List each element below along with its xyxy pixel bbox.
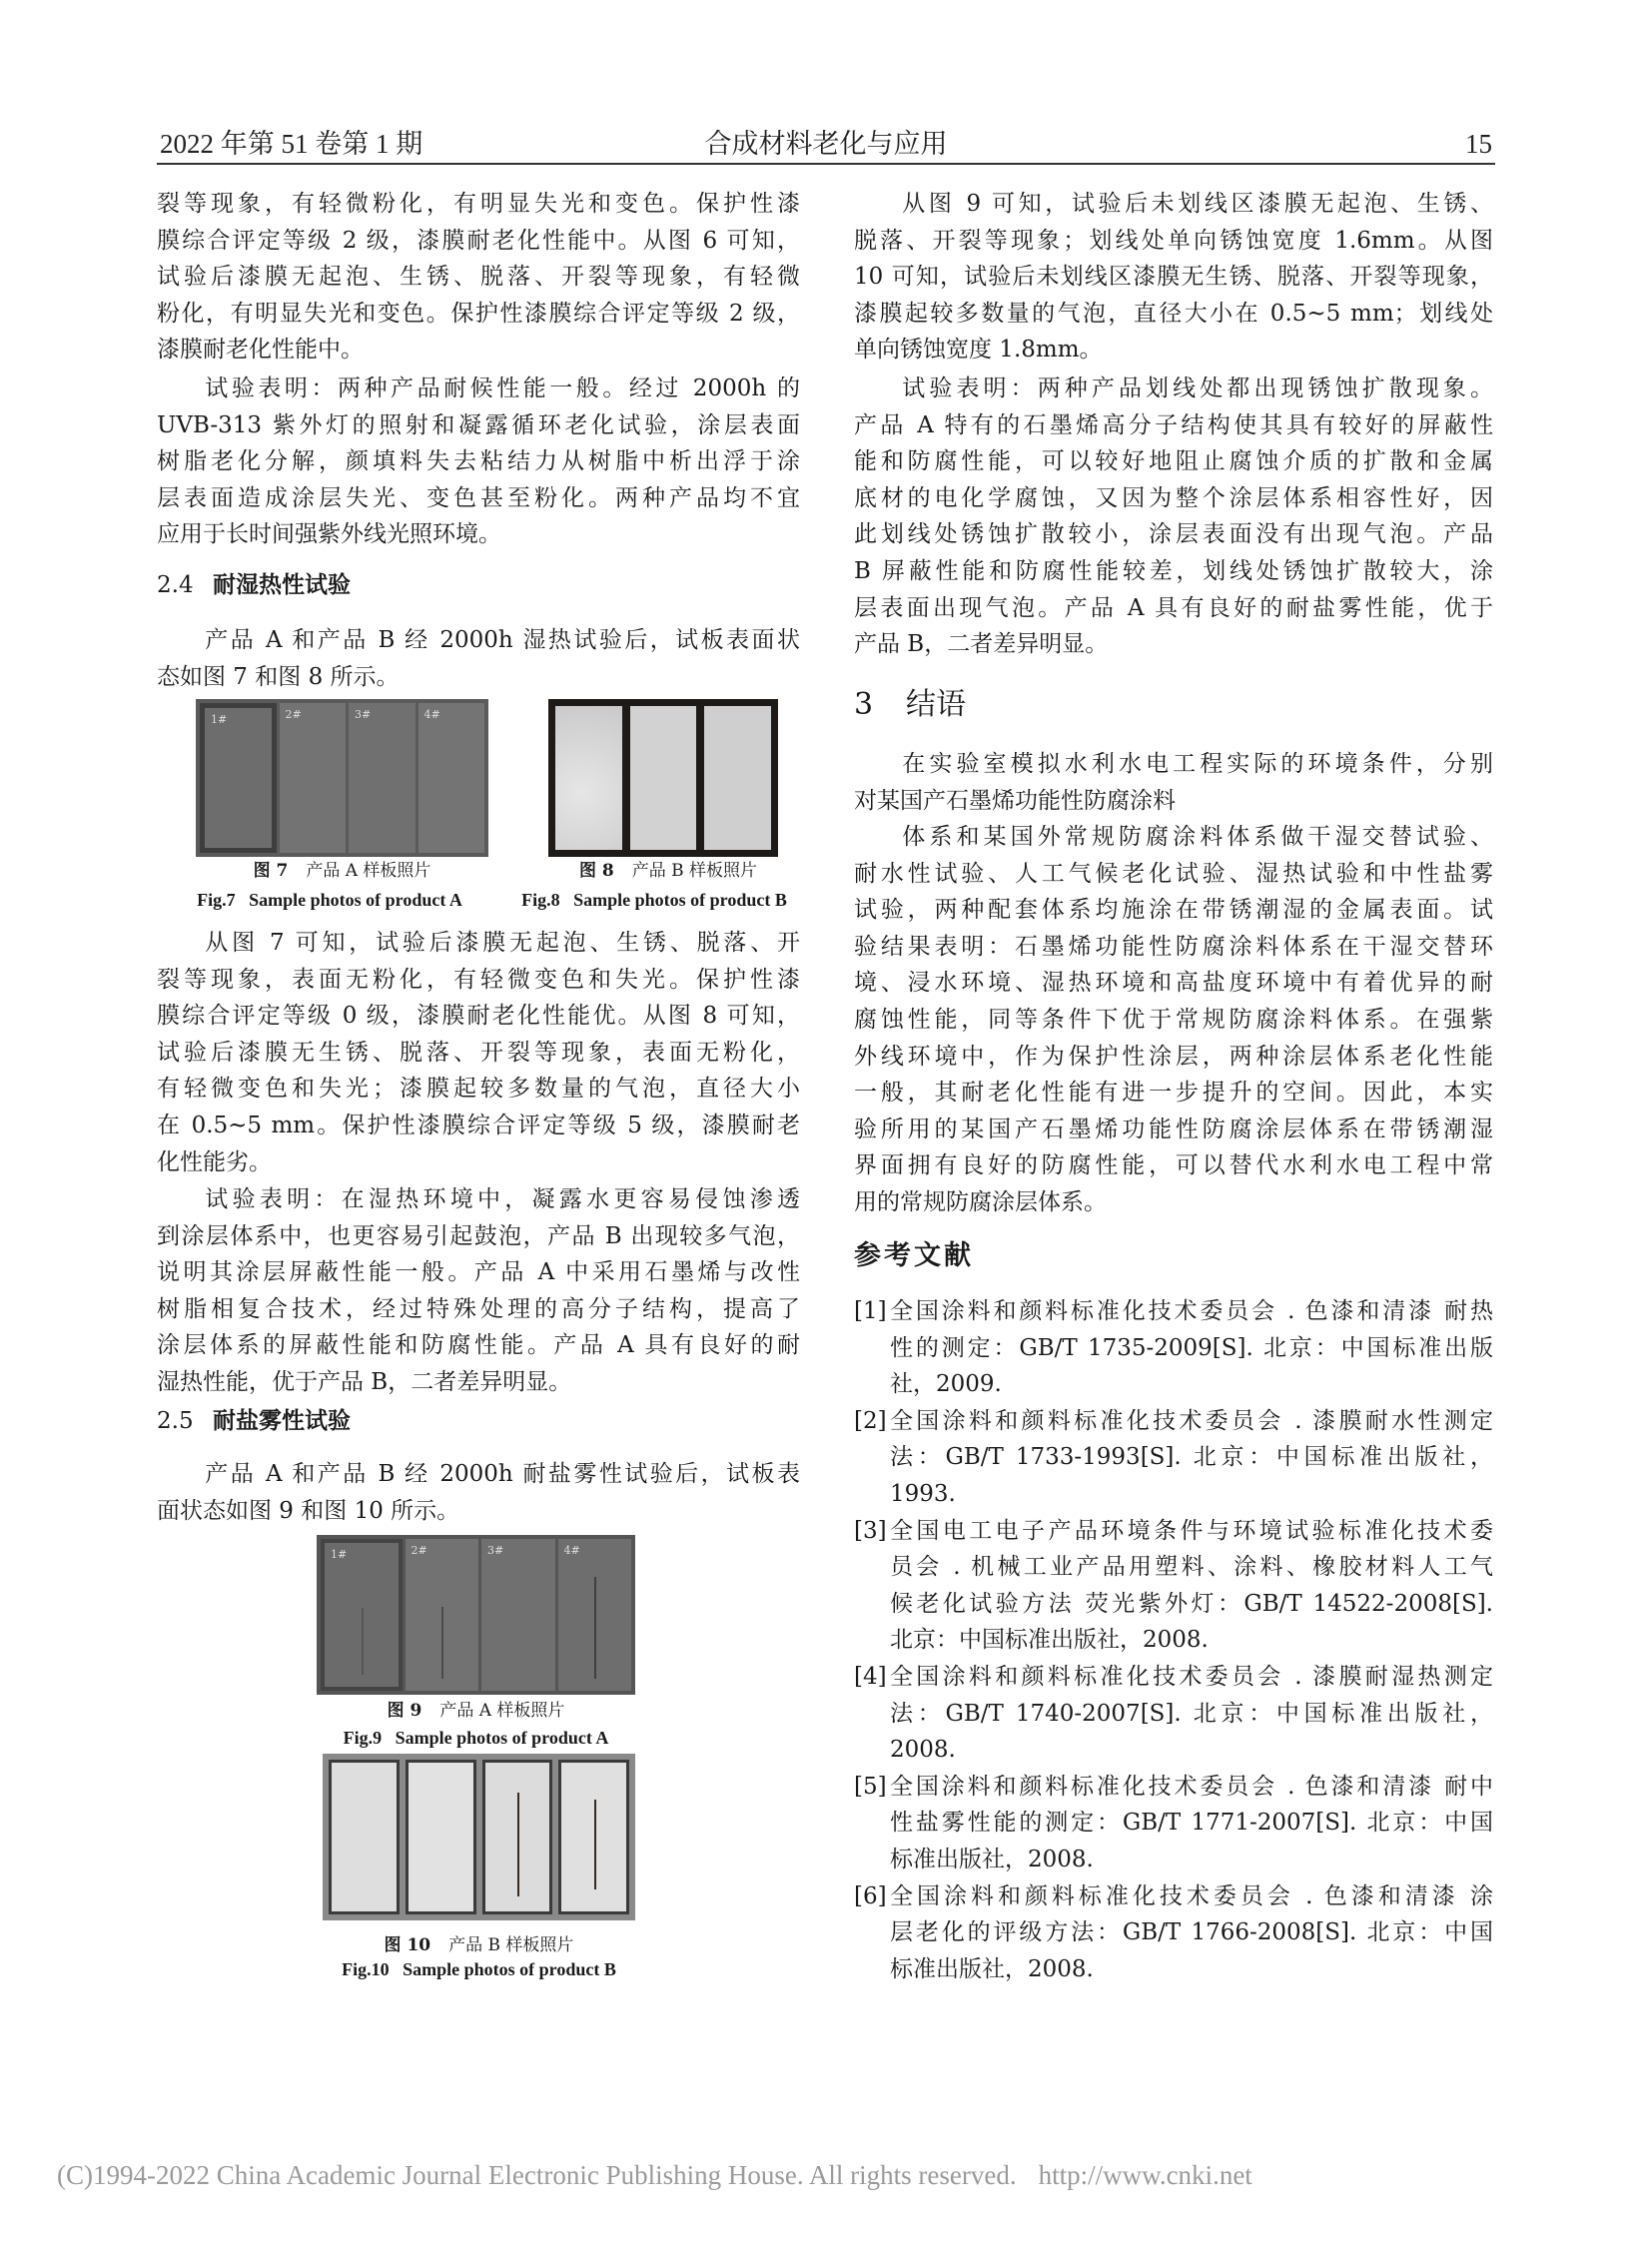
section-heading-2-4 xyxy=(157,567,351,603)
text-line: 湿热性能，优于产品 B，二者差异明显。 xyxy=(157,1368,572,1395)
paragraph xyxy=(854,819,1493,1221)
section-number: 2.4 xyxy=(157,572,194,598)
text-line: 候老化试验方法 荧光紫外灯：GB/T 14522-2008[S]. xyxy=(890,1590,1493,1617)
page-number: 15 xyxy=(1465,129,1492,159)
paragraph xyxy=(854,746,1493,819)
text-line: 从图 9 可知，试验后未划线区漆膜无起泡、生锈、 xyxy=(902,191,1493,217)
caption-text: 产品 B 样板照片 xyxy=(448,1935,574,1955)
text-line: 涂层体系的屏蔽性能和防腐性能。产品 A 具有良好的耐 xyxy=(157,1332,800,1359)
caption-text: Sample photos of product A xyxy=(249,890,462,910)
text-line: 试验后漆膜无生锈、脱落、开裂等现象，表面无粉化， xyxy=(157,1039,800,1066)
text-line: 有轻微变色和失光；漆膜起较多数量的气泡，直径大小 xyxy=(157,1076,800,1103)
text-line: 标准出版社，2008. xyxy=(890,1846,1094,1872)
section-title: 结语 xyxy=(906,687,966,722)
caption-text: 产品 B 样板照片 xyxy=(631,861,758,881)
figure-number: Fig.9 xyxy=(343,1728,383,1748)
sample-panel xyxy=(321,1539,403,1691)
text-line: 一般，其耐老化性能有进一步提升的空间。因此，本实 xyxy=(854,1080,1493,1107)
text-line: 体系和某国外常规防腐涂料体系做干湿交替试验、 xyxy=(902,824,1493,850)
section-title: 耐盐雾性试验 xyxy=(213,1407,351,1434)
caption-text: Sample photos of product B xyxy=(573,890,787,910)
text-line: 2008. xyxy=(890,1737,956,1764)
figure-8-caption-en xyxy=(499,888,809,912)
figure-number: 图 7 xyxy=(253,861,289,881)
text-line: 法：GB/T 1740-2007[S]. 北京：中国标准出版社， xyxy=(890,1700,1493,1727)
text-line: 产品 A 和产品 B 经 2000h 湿热试验后，试板表面状 xyxy=(205,627,800,653)
text-line: 化性能劣。 xyxy=(157,1148,272,1175)
panel-label: 4# xyxy=(423,708,440,721)
sample-panel xyxy=(704,706,771,850)
sample-panel xyxy=(630,706,697,850)
sample-panel xyxy=(481,1539,555,1691)
text-line: 膜综合评定等级 2 级，漆膜耐老化性能中。从图 6 可知， xyxy=(157,227,800,254)
text-line: 全国电工电子产品环境条件与环境试验标准化技术委 xyxy=(890,1517,1493,1544)
text-line: UVB-313 紫外灯的照射和凝露循环老化试验，涂层表面 xyxy=(157,411,800,438)
text-line: 底材的电化学腐蚀，又因为整个涂层体系相容性好，因 xyxy=(854,484,1493,511)
text-line: 从图 7 可知，试验后漆膜无起泡、生锈、脱落、开 xyxy=(205,930,800,956)
panel-label: 3# xyxy=(355,708,372,721)
paragraph xyxy=(854,371,1493,663)
text-line: 全国涂料和颜料标准化技术委员会 . 色漆和清漆 涂 xyxy=(890,1882,1493,1909)
text-line: 树脂老化分解，颜填料失去粘结力从树脂中析出浮于涂 xyxy=(157,448,800,475)
paragraph xyxy=(157,1181,800,1401)
text-line: 漆膜耐老化性能中。 xyxy=(157,337,364,364)
sample-panel xyxy=(555,706,622,850)
sample-panel xyxy=(349,703,415,853)
text-line: 验结果表明：石墨烯功能性防腐涂料体系在干湿交替环 xyxy=(854,933,1493,960)
text-line: 全国涂料和颜料标准化技术委员会 . 色漆和清漆 耐热 xyxy=(890,1298,1493,1324)
journal-issue: 2022 年第 51 卷第 1 期 xyxy=(160,129,423,159)
text-line: 漆膜起较多数量的气泡，直径大小在 0.5~5 mm；划线处 xyxy=(854,300,1493,327)
text-line: 试验后漆膜无起泡、生锈、脱落、开裂等现象，有轻微 xyxy=(157,264,800,291)
sample-panel xyxy=(418,703,485,853)
text-line: 试验表明：在湿热环境中，凝露水更容易侵蚀渗透 xyxy=(205,1186,800,1212)
reference-item xyxy=(854,1659,1493,1769)
figure-number: 图 9 xyxy=(387,1701,422,1721)
text-line: 境、浸水环境、湿热环境和高盐度环境中有着优异的耐 xyxy=(854,970,1493,997)
text-line: 此划线处锈蚀扩散较小，涂层表面没有出现气泡。产品 xyxy=(854,521,1493,548)
caption-text: 产品 A 样板照片 xyxy=(306,861,431,881)
reference-item xyxy=(854,1769,1493,1878)
text-line: 脱落、开裂等现象；划线处单向锈蚀宽度 1.6mm。从图 xyxy=(854,227,1493,254)
reference-label: [2] xyxy=(854,1407,887,1434)
section-heading-2-5 xyxy=(157,1403,351,1439)
panel-label: 1# xyxy=(211,713,228,726)
text-line: 试验表明：两种产品耐候性能一般。经过 2000h 的 xyxy=(205,375,800,401)
text-line: 性的测定：GB/T 1735-2009[S]. 北京：中国标准出版 xyxy=(890,1334,1493,1361)
text-line: 层表面造成涂层失光、变色甚至粉化。两种产品均不宜 xyxy=(157,484,800,511)
figure-9-caption-cn xyxy=(317,1699,635,1723)
text-line: 到涂层体系中，也更容易引起鼓泡，产品 B 出现较多气泡， xyxy=(157,1222,800,1249)
text-line: 在 0.5~5 mm。保护性漆膜综合评定等级 5 级，漆膜耐老 xyxy=(157,1112,800,1138)
section-number: 2.5 xyxy=(157,1408,194,1434)
copyright-footer xyxy=(57,2157,1252,2193)
reference-label: [4] xyxy=(854,1663,887,1690)
text-line: 产品 A 和产品 B 经 2000h 耐盐雾性试验后，试板表 xyxy=(205,1461,800,1487)
reference-item xyxy=(854,1403,1493,1513)
text-line: 层表面出现气泡。产品 A 具有良好的耐盐雾性能，优于 xyxy=(854,594,1493,621)
text-line: 1993. xyxy=(890,1480,956,1507)
text-line: 界面拥有良好的防腐性能，可以替代水利水电工程中常 xyxy=(854,1152,1493,1179)
figure-number: 图 10 xyxy=(384,1935,431,1955)
panel-label: 4# xyxy=(563,1544,580,1557)
text-line: 层老化的评级方法：GB/T 1766-2008[S]. 北京：中国 xyxy=(890,1919,1493,1946)
text-line: 试验表明：两种产品划线处都出现锈蚀扩散现象。 xyxy=(902,375,1493,401)
text-line: 用的常规防腐涂层体系。 xyxy=(854,1188,1107,1215)
text-line: 北京：中国标准出版社，2008. xyxy=(890,1627,1209,1654)
caption-text: 产品 A 样板照片 xyxy=(439,1701,565,1721)
paragraph xyxy=(157,186,800,369)
figure-7-photo xyxy=(196,699,488,857)
text-line: 耐水性试验、人工气候老化试验、湿热试验和中性盐雾 xyxy=(854,860,1493,887)
text-line: 单向锈蚀宽度 1.8mm。 xyxy=(854,337,1103,364)
text-line: 对某国产石墨烯功能性防腐涂料 xyxy=(854,787,1176,814)
text-line: 树脂相复合技术，经过特殊处理的高分子结构，提高了 xyxy=(157,1295,800,1322)
text-line: 裂等现象，表面无粉化，有轻微变色和失光。保护性漆 xyxy=(157,966,800,993)
text-line: 验所用的某国产石墨烯功能性防腐涂层体系在带锈潮湿 xyxy=(854,1116,1493,1142)
copyright-text: (C)1994-2022 China Academic Journal Electronic Publishing House. All rights reserved. xyxy=(57,2160,1017,2190)
text-line: 在实验室模拟水利水电工程实际的环境条件，分别 xyxy=(902,751,1493,777)
footer-url: http://www.cnki.net xyxy=(1038,2160,1252,2190)
reference-label: [5] xyxy=(854,1773,887,1800)
text-line: 产品 B，二者差异明显。 xyxy=(854,631,1109,658)
text-line: 社，2009. xyxy=(890,1371,1002,1398)
figure-number: Fig.8 xyxy=(521,890,560,910)
figure-number: 图 8 xyxy=(578,861,614,881)
paragraph xyxy=(157,371,800,553)
figure-7-caption-en xyxy=(170,888,489,912)
sample-panel xyxy=(558,1760,629,1914)
text-line: 外线环境中，作为保护性涂层，两种涂层体系老化性能 xyxy=(854,1043,1493,1070)
reference-item xyxy=(854,1293,1493,1403)
journal-title: 合成材料老化与应用 xyxy=(704,129,948,159)
text-line: 员会 . 机械工业产品用塑料、涂料、橡胶材料人工气 xyxy=(890,1554,1493,1581)
section-number: 3 xyxy=(854,687,874,722)
text-line: 应用于长时间强紫外线光照环境。 xyxy=(157,521,501,548)
text-line: 全国涂料和颜料标准化技术委员会 . 漆膜耐湿热测定 xyxy=(890,1663,1493,1690)
paragraph xyxy=(157,925,800,1180)
references-list xyxy=(854,1293,1493,1987)
sample-panel xyxy=(329,1760,400,1914)
caption-text: Sample photos of product B xyxy=(403,1959,616,1979)
section-title: 耐湿热性试验 xyxy=(213,571,351,598)
figure-10-caption-cn xyxy=(323,1933,635,1957)
figure-9-photo xyxy=(317,1535,635,1695)
figure-10-photo xyxy=(323,1754,635,1920)
figure-8-caption-cn xyxy=(548,859,788,883)
text-line: 态如图 7 和图 8 所示。 xyxy=(157,663,400,690)
sample-panel xyxy=(280,703,347,853)
header-rule xyxy=(157,163,1495,165)
sample-panel xyxy=(406,1539,479,1691)
text-line: 试验，两种配套体系均施涂在带锈潮湿的金属表面。试 xyxy=(854,897,1493,924)
paragraph xyxy=(157,1456,800,1529)
panel-label: 2# xyxy=(285,708,302,721)
figure-10-caption-en xyxy=(303,1957,655,1981)
figure-8-photo xyxy=(548,699,778,857)
figure-number: Fig.10 xyxy=(342,1959,390,1979)
sample-panel xyxy=(558,1539,632,1691)
figure-number: Fig.7 xyxy=(197,890,236,910)
figure-7-caption-cn xyxy=(196,859,488,883)
paragraph xyxy=(854,186,1493,369)
sample-panel xyxy=(406,1760,476,1914)
text-line: 粉化，有明显失光和变色。保护性漆膜综合评定等级 2 级， xyxy=(157,300,800,327)
reference-item xyxy=(854,1513,1493,1659)
caption-text: Sample photos of product A xyxy=(395,1728,609,1748)
reference-label: [6] xyxy=(854,1882,887,1909)
text-line: 产品 A 特有的石墨烯高分子结构使其具有较好的屏蔽性 xyxy=(854,411,1493,438)
sample-panel xyxy=(482,1760,553,1914)
text-line: 腐蚀性能，同等条件下优于常规防腐涂料体系。在强紫 xyxy=(854,1006,1493,1033)
text-line: 膜综合评定等级 0 级，漆膜耐老化性能优。从图 8 可知， xyxy=(157,1003,800,1030)
text-line: 能和防腐性能，可以较好地阻止腐蚀介质的扩散和金属 xyxy=(854,448,1493,475)
text-line: 裂等现象，有轻微粉化，有明显失光和变色。保护性漆 xyxy=(157,191,800,217)
sample-panel xyxy=(200,703,277,853)
panel-label: 3# xyxy=(487,1544,504,1557)
text-line: 说明其涂层屏蔽性能一般。产品 A 中采用石墨烯与改性 xyxy=(157,1259,800,1286)
panel-label: 2# xyxy=(411,1544,427,1557)
text-line: 10 可知，试验后未划线区漆膜无生锈、脱落、开裂等现象， xyxy=(854,264,1493,291)
reference-label: [3] xyxy=(854,1517,887,1544)
references-heading: 参考文献 xyxy=(854,1240,974,1271)
panel-label: 1# xyxy=(331,1548,348,1561)
reference-label: [1] xyxy=(854,1298,887,1324)
text-line: 法：GB/T 1733-1993[S]. 北京：中国标准出版社， xyxy=(890,1444,1493,1471)
text-line: 面状态如图 9 和图 10 所示。 xyxy=(157,1497,460,1524)
text-line: 性盐雾性能的测定：GB/T 1771-2007[S]. 北京：中国 xyxy=(890,1810,1493,1837)
text-line: B 屏蔽性能和防腐性能较差，划线处锈蚀扩散较大，涂 xyxy=(854,557,1493,584)
figure-9-caption-en xyxy=(317,1726,635,1750)
paragraph xyxy=(157,622,800,695)
text-line: 标准出版社，2008. xyxy=(890,1955,1094,1982)
text-line: 全国涂料和颜料标准化技术委员会 . 色漆和清漆 耐中 xyxy=(890,1773,1493,1800)
section-heading-3 xyxy=(854,685,966,725)
reference-item xyxy=(854,1878,1493,1988)
text-line: 全国涂料和颜料标准化技术委员会 . 漆膜耐水性测定 xyxy=(890,1407,1493,1434)
